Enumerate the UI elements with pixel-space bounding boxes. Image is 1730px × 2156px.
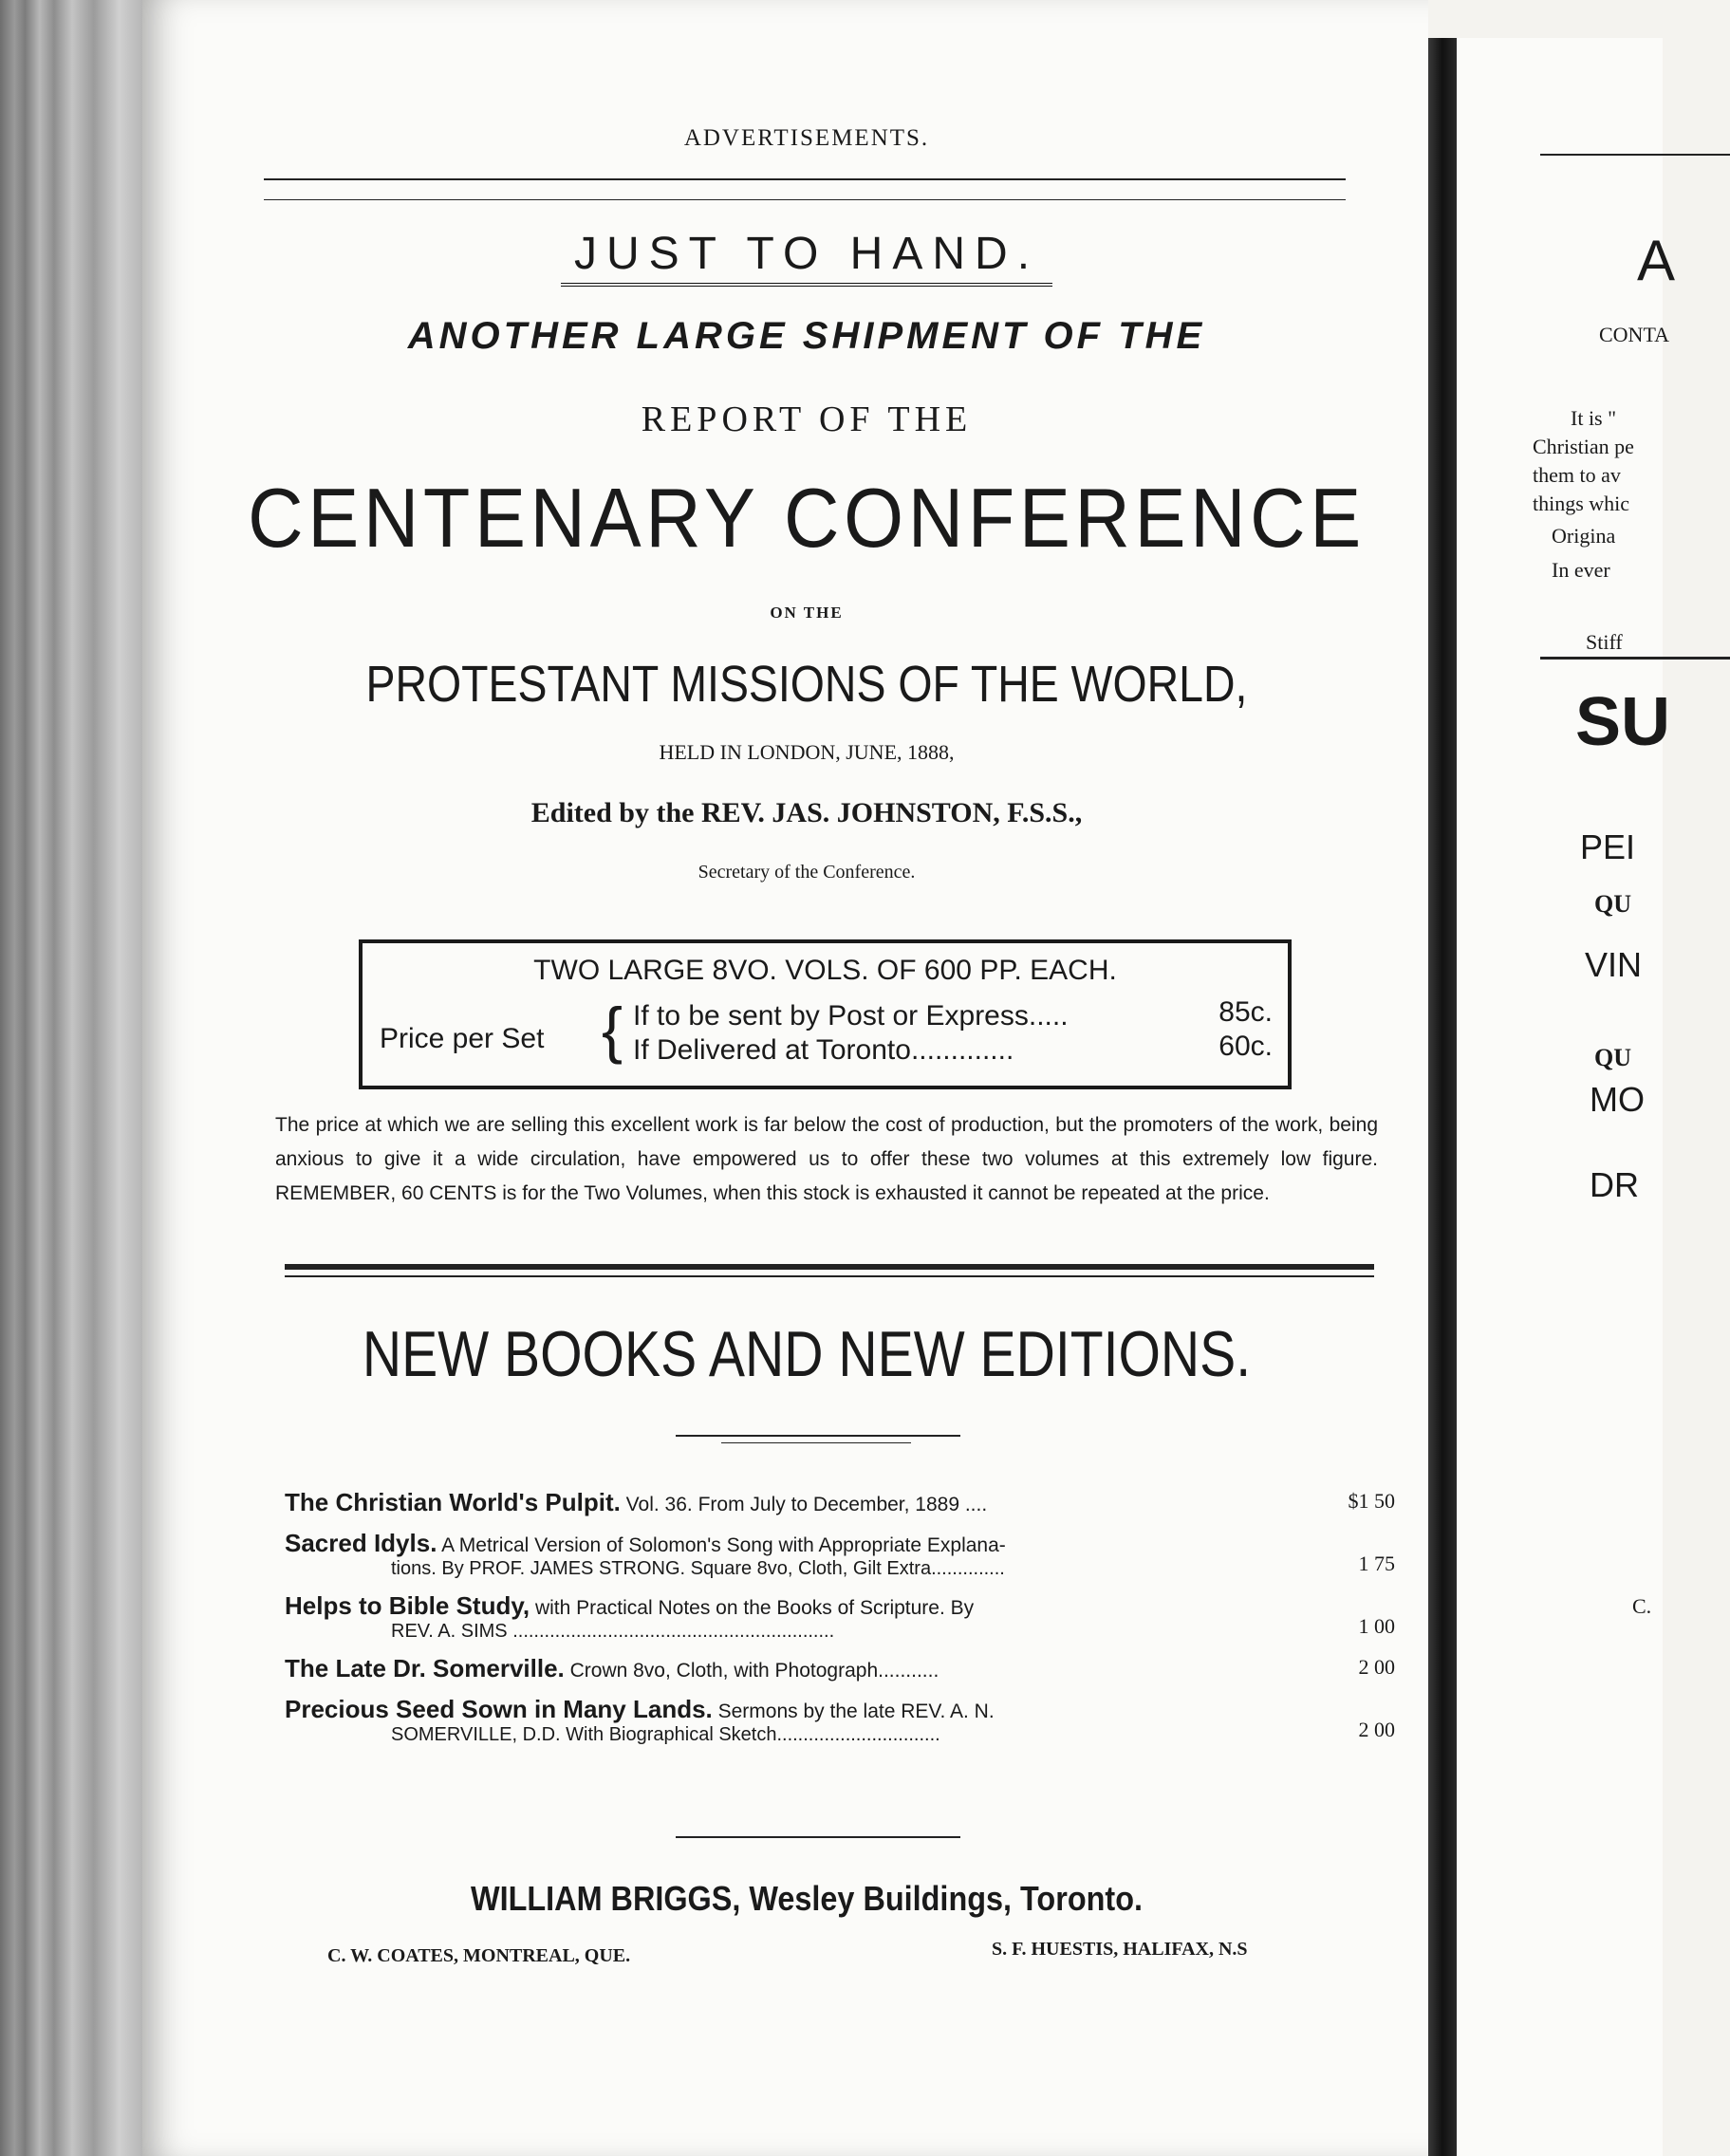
brace-glyph: {	[602, 994, 623, 1065]
book-price: 1 75	[1358, 1552, 1395, 1575]
heading-ornament-rule	[676, 1435, 960, 1437]
right-rule	[1540, 154, 1730, 156]
right-fragment: QU	[1594, 890, 1631, 918]
headline-text: JUST TO HAND.	[561, 229, 1052, 287]
publisher-line: WILLIAM BRIGGS, Wesley Buildings, Toronto.	[471, 1879, 1143, 1918]
book-item	[285, 1654, 1395, 1683]
price-option-toronto: If Delivered at Toronto.............	[633, 1034, 1014, 1066]
report-of: REPORT OF THE	[641, 400, 973, 439]
book-price: 2 00	[1358, 1718, 1395, 1741]
book-description: Crown 8vo, Cloth, with Photograph...........	[564, 1660, 939, 1682]
secretary-line: Secretary of the Conference.	[698, 862, 916, 883]
book-description: Sermons by the late REV. A. N.	[712, 1701, 995, 1722]
header-rule-thin	[264, 199, 1346, 200]
book-price: 1 00	[1358, 1614, 1395, 1638]
book-price: 2 00	[1358, 1655, 1395, 1679]
right-fragment: MO	[1590, 1080, 1645, 1119]
right-fragment: CONTA	[1599, 323, 1670, 346]
ad-headline	[171, 228, 1442, 280]
right-fragment: PEI	[1580, 827, 1636, 866]
section-rule-thick	[285, 1264, 1374, 1270]
price-option-post: If to be sent by Post or Express.....	[633, 1000, 1069, 1032]
book-description: Vol. 36. From July to December, 1889 ....	[620, 1494, 988, 1515]
right-fragment: QU	[1594, 1044, 1631, 1071]
price-label: Price per Set	[380, 1023, 545, 1054]
book-description: with Practical Notes on the Books of Scripture. By	[530, 1597, 975, 1619]
section-rule-thin	[285, 1275, 1374, 1277]
right-fragment: Origina	[1552, 524, 1616, 548]
agent-halifax: S. F. HUESTIS, HALIFAX, N.S	[992, 1939, 1248, 1960]
price-toronto: 60c.	[1218, 1031, 1273, 1062]
ad-subhead: ANOTHER LARGE SHIPMENT OF THE	[407, 315, 1206, 357]
right-fragment: SU	[1575, 684, 1671, 760]
book-title: Sacred Idyls.	[285, 1529, 437, 1557]
conference-subtitle: PROTESTANT MISSIONS OF THE WORLD,	[365, 656, 1248, 713]
book-title: Precious Seed Sown in Many Lands.	[285, 1695, 713, 1723]
price-post: 85c.	[1218, 996, 1273, 1028]
right-fragment: VIN	[1585, 945, 1643, 984]
book-item	[285, 1488, 1395, 1517]
right-fragment: Stiff	[1586, 630, 1623, 654]
book-description-cont: SOMERVILLE, D.D. With Biographical Sketch...............................	[391, 1724, 940, 1745]
on-the: ON THE	[770, 604, 844, 622]
book-description: A Metrical Version of Solomon's Song with Appropriate Explana-	[437, 1534, 1006, 1556]
conference-title: CENTENARY CONFERENCE	[248, 471, 1366, 565]
right-rule	[1540, 657, 1730, 660]
book-item	[285, 1529, 1395, 1580]
held-line: HELD IN LONDON, JUNE, 1888,	[659, 740, 955, 764]
editor-line: Edited by the REV. JAS. JOHNSTON, F.S.S.,	[530, 797, 1083, 828]
header-rule	[264, 178, 1346, 180]
price-box	[359, 939, 1292, 1089]
book-description-cont: REV. A. SIMS .............................................................	[391, 1621, 835, 1642]
right-fragment: DR	[1590, 1165, 1639, 1204]
price-box-title: TWO LARGE 8VO. VOLS. OF 600 PP. EACH.	[533, 955, 1117, 986]
heading-ornament-rule-short	[721, 1442, 911, 1443]
right-fragment: It is "	[1571, 406, 1617, 430]
price-paragraph: The price at which we are selling this excellent work is far below the cost of production, but the promoters of the work, being anxious to give it a wide circulation, have empowered us to offer these two volumes at this extremely low figure. REMEMBER, 60 CENTS is for the Two Volumes, when this stock is exhausted it cannot be repeated at the price.	[275, 1114, 1378, 1204]
right-fragment: them to av	[1533, 463, 1621, 487]
book-title: The Late Dr. Somerville.	[285, 1654, 565, 1682]
right-fragment: things whic	[1533, 492, 1630, 515]
agent-montreal: C. W. COATES, MONTREAL, QUE.	[327, 1945, 631, 1966]
book-list	[285, 1488, 1395, 1757]
running-head: ADVERTISEMENTS.	[683, 125, 930, 151]
book-title: Helps to Bible Study,	[285, 1591, 530, 1620]
book-item	[285, 1591, 1395, 1643]
footer-ornament-rule	[676, 1836, 960, 1838]
right-fragment: In ever	[1552, 558, 1610, 582]
right-fragment: Christian pe	[1533, 435, 1634, 458]
book-price: $1 50	[1348, 1489, 1395, 1513]
book-title: The Christian World's Pulpit.	[285, 1488, 621, 1516]
new-books-heading: NEW BOOKS AND NEW EDITIONS.	[362, 1318, 1252, 1390]
right-fragment: C.	[1632, 1594, 1652, 1618]
right-page-fragment	[1457, 38, 1676, 2156]
right-fragment: A	[1637, 229, 1676, 292]
book-description-cont: tions. By PROF. JAMES STRONG. Square 8vo, Cloth, Gilt Extra..............	[391, 1558, 1005, 1579]
book-item	[285, 1695, 1395, 1746]
